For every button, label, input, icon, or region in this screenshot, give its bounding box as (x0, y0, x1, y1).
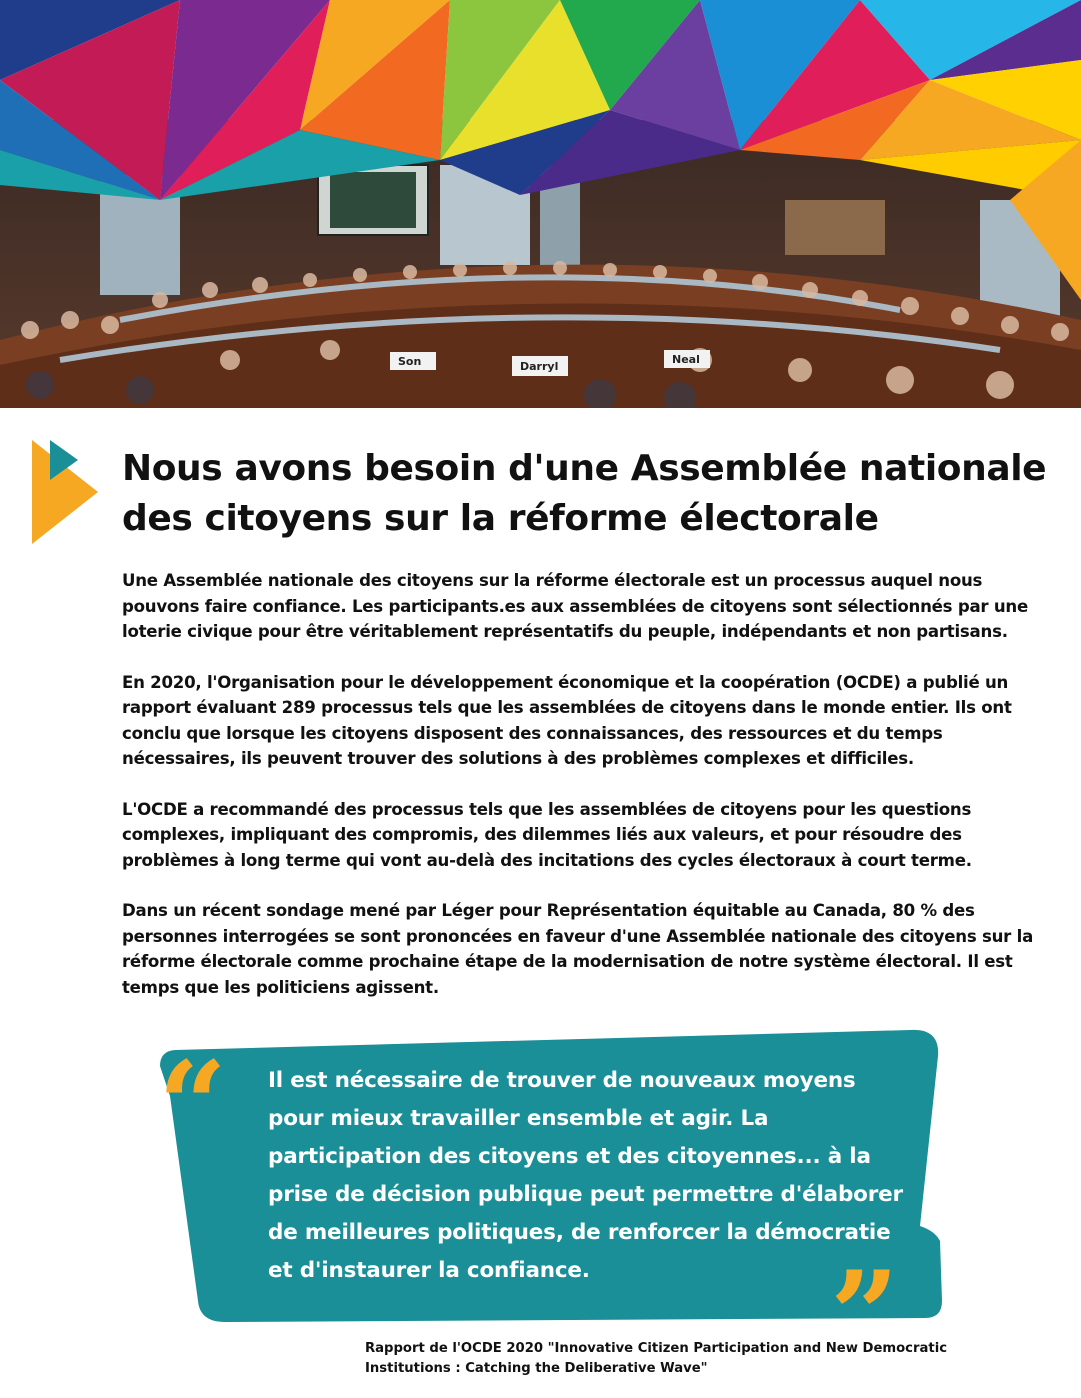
paragraph-1: Une Assemblée nationale des citoyens sur la réforme électorale est un processus auquel nous pouvons faire confiance. Les participants.es aux assemblées de citoyens sont sélectionnés par une loterie civique pour être véritablement représentatifs du peuple, indépendants et non partisans. (122, 571, 1028, 641)
paragraph-4: Dans un récent sondage mené par Léger pour Représentation équitable au Canada, 80 % des personnes interrogées se sont prononcées en faveur d'une Assemblée nationale des citoyens sur la réforme électorale comme prochaine étape de la modernisation de notre système électoral. Il est temps que les politiciens agissent. (122, 901, 1034, 997)
paragraph-2: En 2020, l'Organisation pour le développement économique et la coopération (OCDE) a publié un rapport évaluant 289 processus tels que les assemblées de citoyens dans le monde entier. Ils ont conclu que lorsque les citoyens disposent des connaissances, des ressources et du temps nécessaires, ils peuvent trouver des solutions à des problèmes complexes et difficiles. (122, 672, 1012, 768)
assembly-photo (0, 0, 1081, 408)
close-quote-icon: ” (830, 1245, 900, 1386)
open-quote-icon: “ (158, 1035, 228, 1176)
body-text (122, 568, 1057, 1025)
page-title: Nous avons besoin d'une Assemblée nationale des citoyens sur la réforme électorale (122, 448, 1047, 539)
play-arrow-logo-icon (32, 440, 98, 544)
quote-text: Il est nécessaire de trouver de nouveaux moyens pour mieux travailler ensemble et agir. La participation des citoyens et des citoyennes... à la prise de décision publique peut permettre d'élaborer de meilleures politiques, de renforcer la démocratie et d'instaurer la confiance. (268, 1068, 903, 1283)
quote-source: Rapport de l'OCDE 2020 "Innovative Citizen Participation and New Democratic Institutions : Catching the Deliberative Wave" (365, 1341, 948, 1376)
header-image (0, 0, 1081, 408)
paragraph-3: L'OCDE a recommandé des processus tels que les assemblées de citoyens pour les questions complexes, impliquant des compromis, des dilemmes liés aux valeurs, et pour résoudre des problèmes à long terme qui vont au-delà des incitations des cycles électoraux à court terme. (122, 799, 972, 870)
name-card-darryl: Darryl (520, 360, 559, 373)
name-card-neal: Neal (672, 353, 700, 366)
name-card-son: Son (398, 355, 422, 368)
